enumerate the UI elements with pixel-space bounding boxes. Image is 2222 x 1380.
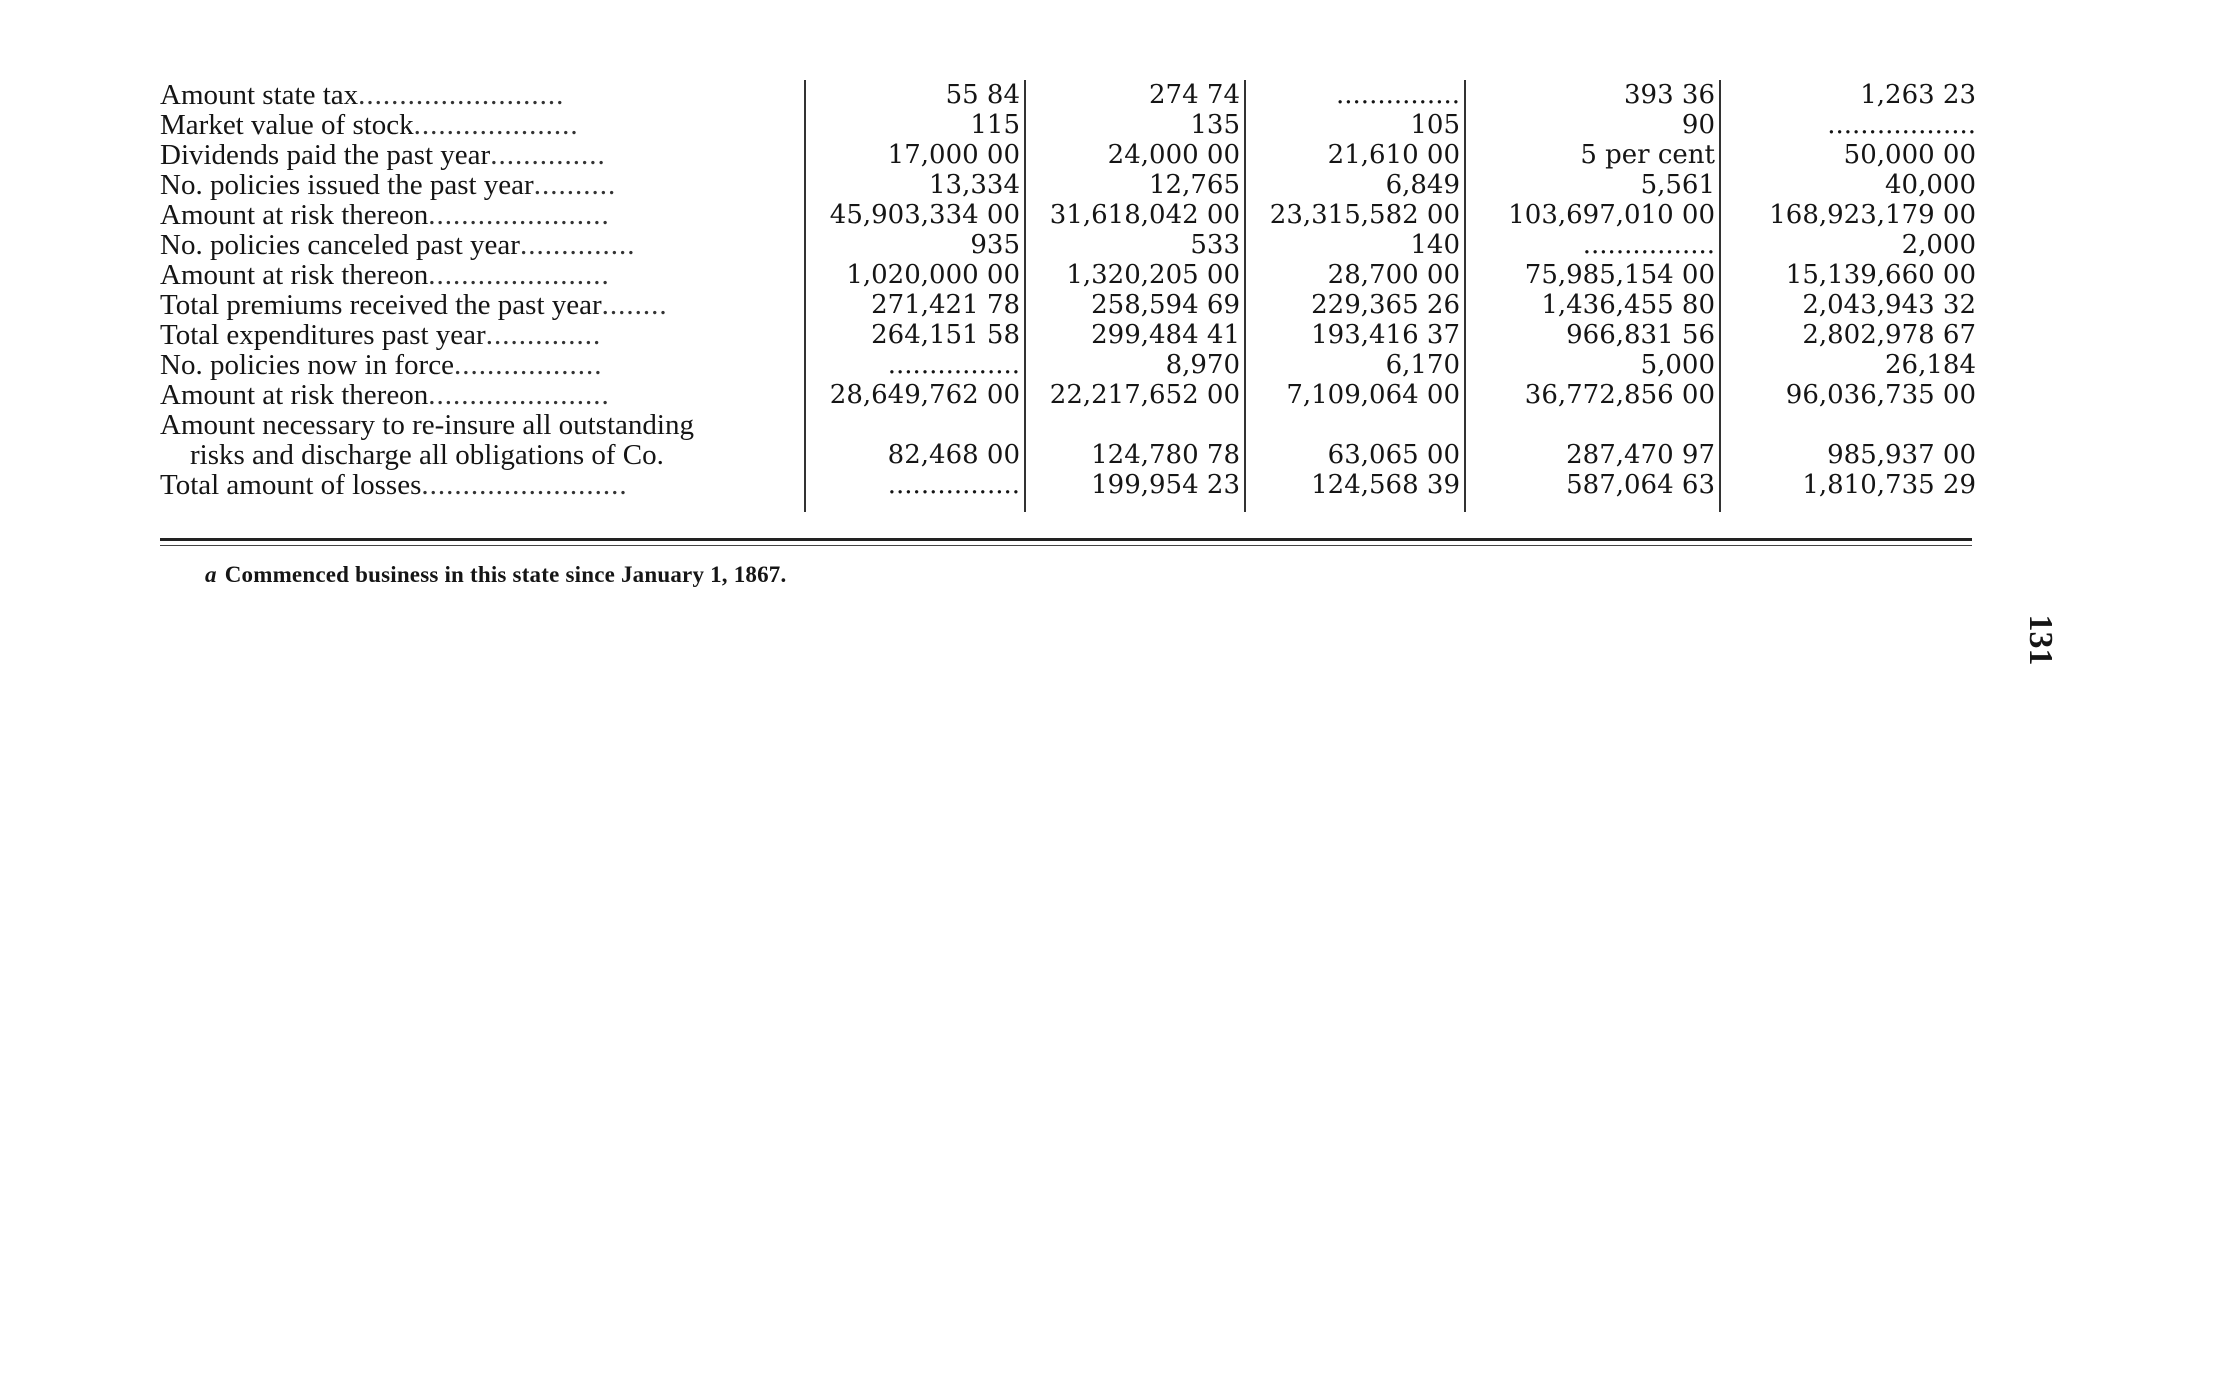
cell: 124,780 78 xyxy=(1025,440,1245,470)
cell: 103,697,010 00 xyxy=(1465,200,1720,230)
cell: 274 74 xyxy=(1025,80,1245,110)
row-label-text: No. policies issued the past year xyxy=(160,170,534,200)
table-row xyxy=(160,140,1980,170)
table-row xyxy=(160,260,1980,290)
cell: 124,568 39 xyxy=(1245,470,1465,500)
cell-empty-dots: ............... xyxy=(1245,80,1465,110)
cell-empty-dots: ................ xyxy=(1465,230,1720,260)
cell: 24,000 00 xyxy=(1025,140,1245,170)
leader-dots: ........ xyxy=(601,290,668,320)
row-label-text: risks and discharge all obligations of Co. xyxy=(190,440,664,470)
leader-dots: ...................... xyxy=(428,380,610,410)
insurance-statistics-table xyxy=(160,80,1980,512)
cell: 193,416 37 xyxy=(1245,320,1465,350)
cell: 28,700 00 xyxy=(1245,260,1465,290)
table-row xyxy=(160,320,1980,350)
cell: 587,064 63 xyxy=(1465,470,1720,500)
table-row xyxy=(160,200,1980,230)
cell: 8,970 xyxy=(1025,350,1245,380)
footnote-text: Commenced business in this state since January 1, 1867. xyxy=(224,562,787,587)
cell: 7,109,064 00 xyxy=(1245,380,1465,410)
page-number: 131 xyxy=(2022,614,2059,666)
cell: 229,365 26 xyxy=(1245,290,1465,320)
leader-dots: .................. xyxy=(453,350,603,380)
table-row xyxy=(160,170,1980,200)
spacer-cell xyxy=(160,500,805,512)
row-label-text: Total expenditures past year xyxy=(160,320,486,350)
cell: 96,036,735 00 xyxy=(1785,380,1976,410)
cell xyxy=(1465,410,1720,440)
cell: 36,772,856 00 xyxy=(1465,380,1720,410)
cell-empty-dots: ................ xyxy=(805,350,1025,380)
cell: 6,849 xyxy=(1245,170,1465,200)
leader-dots: .............. xyxy=(485,320,602,350)
table-row xyxy=(160,470,1980,500)
table-row xyxy=(160,410,1980,440)
cell: 31,618,042 00 xyxy=(1025,200,1245,230)
table-row xyxy=(160,290,1980,320)
cell xyxy=(805,410,1025,440)
cell: 1,436,455 80 xyxy=(1465,290,1720,320)
cell: 5 per cent xyxy=(1465,140,1720,170)
cell: 1,263 23 xyxy=(1860,80,1976,110)
leader-dots: ......................... xyxy=(421,470,628,500)
cell: 985,937 00 xyxy=(1827,440,1976,470)
row-label-reinsure-line-2 xyxy=(160,440,805,470)
cell: 271,421 78 xyxy=(805,290,1025,320)
row-label-policies-canceled xyxy=(160,230,805,260)
cell-empty-dots: ................ xyxy=(805,470,1025,500)
cell: 17,000 00 xyxy=(805,140,1025,170)
cell: 533 xyxy=(1025,230,1245,260)
cell: 2,802,978 67 xyxy=(1802,320,1976,350)
cell xyxy=(1720,410,1980,440)
footnote xyxy=(205,562,786,588)
leader-dots: ......................... xyxy=(358,80,565,110)
cell: 258,594 69 xyxy=(1025,290,1245,320)
cell: 63,065 00 xyxy=(1245,440,1465,470)
cell: 1,810,735 29 xyxy=(1802,470,1976,500)
row-label-text: Total premiums received the past year xyxy=(160,290,602,320)
row-label-policies-issued xyxy=(160,170,805,200)
leader-dots: .................... xyxy=(413,110,579,140)
cell: 2,043,943 32 xyxy=(1802,290,1976,320)
cell: 2,000 xyxy=(1901,230,1976,260)
leader-dots: ...................... xyxy=(428,260,610,290)
row-label-amount-at-risk-in-force xyxy=(160,380,805,410)
cell xyxy=(1245,410,1465,440)
table-row xyxy=(160,350,1980,380)
spacer-cell xyxy=(805,500,1025,512)
row-label-text: No. policies canceled past year xyxy=(160,230,520,260)
cell: 6,170 xyxy=(1245,350,1465,380)
spacer-cell xyxy=(1465,500,1720,512)
table-row xyxy=(160,230,1980,260)
row-label-state-tax xyxy=(160,80,805,110)
cell: 45,903,334 00 xyxy=(805,200,1025,230)
row-label-amount-at-risk-canceled xyxy=(160,260,805,290)
row-label-text: Amount at risk thereon xyxy=(160,260,429,290)
row-label-text: Amount at risk thereon xyxy=(160,200,429,230)
table-row xyxy=(160,110,1980,140)
table-row xyxy=(160,440,1980,470)
row-label-reinsure-line-1 xyxy=(160,410,805,440)
table-bottom-rule-thick xyxy=(160,538,1972,541)
row-label-text: Dividends paid the past year xyxy=(160,140,491,170)
cell: 140 xyxy=(1245,230,1465,260)
cell: 5,561 xyxy=(1465,170,1720,200)
cell-empty-dots: .................. xyxy=(1827,110,1976,140)
cell: 22,217,652 00 xyxy=(1025,380,1245,410)
row-label-market-value xyxy=(160,110,805,140)
cell: 393 36 xyxy=(1465,80,1720,110)
cell: 50,000 00 xyxy=(1843,140,1976,170)
row-label-text: No. policies now in force xyxy=(160,350,454,380)
row-label-text: Amount state tax xyxy=(160,80,359,110)
row-label-total-expenditures xyxy=(160,320,805,350)
spacer-cell xyxy=(1025,500,1245,512)
row-label-policies-in-force xyxy=(160,350,805,380)
cell: 135 xyxy=(1025,110,1245,140)
cell: 23,315,582 00 xyxy=(1245,200,1465,230)
row-label-total-losses xyxy=(160,470,805,500)
footnote-mark: a xyxy=(205,562,217,587)
table-bottom-rule-thin xyxy=(160,545,1972,546)
cell: 935 xyxy=(805,230,1025,260)
row-label-total-premiums xyxy=(160,290,805,320)
spacer-cell xyxy=(1245,500,1465,512)
row-label-text: Market value of stock xyxy=(160,110,414,140)
table-bottom-spacer xyxy=(160,500,1980,512)
spacer-cell xyxy=(1720,500,1980,512)
cell: 115 xyxy=(805,110,1025,140)
cell: 966,831 56 xyxy=(1465,320,1720,350)
insurance-statistics-table-container xyxy=(160,80,1980,512)
cell: 15,139,660 00 xyxy=(1785,260,1976,290)
cell: 199,954 23 xyxy=(1025,470,1245,500)
cell: 1,320,205 00 xyxy=(1025,260,1245,290)
cell: 55 84 xyxy=(805,80,1025,110)
row-label-text: Total amount of losses xyxy=(160,470,422,500)
table-row xyxy=(160,80,1980,110)
cell: 40,000 xyxy=(1885,170,1976,200)
leader-dots: .......... xyxy=(533,170,617,200)
row-label-text: Amount necessary to re-insure all outstanding xyxy=(160,410,694,440)
cell: 90 xyxy=(1465,110,1720,140)
cell: 287,470 97 xyxy=(1465,440,1720,470)
table-row xyxy=(160,380,1980,410)
cell: 5,000 xyxy=(1465,350,1720,380)
leader-dots: ...................... xyxy=(428,200,610,230)
cell: 168,923,179 00 xyxy=(1769,200,1976,230)
cell: 21,610 00 xyxy=(1245,140,1465,170)
leader-dots: .............. xyxy=(490,140,606,170)
cell: 26,184 xyxy=(1885,350,1976,380)
cell: 264,151 58 xyxy=(805,320,1025,350)
row-label-text: Amount at risk thereon xyxy=(160,380,429,410)
cell: 1,020,000 00 xyxy=(805,260,1025,290)
leader-dots: .............. xyxy=(519,230,636,260)
cell: 299,484 41 xyxy=(1025,320,1245,350)
cell: 75,985,154 00 xyxy=(1465,260,1720,290)
cell: 13,334 xyxy=(805,170,1025,200)
cell: 28,649,762 00 xyxy=(805,380,1025,410)
row-label-dividends xyxy=(160,140,805,170)
cell: 105 xyxy=(1245,110,1465,140)
row-label-amount-at-risk-issued xyxy=(160,200,805,230)
cell: 12,765 xyxy=(1025,170,1245,200)
cell: 82,468 00 xyxy=(805,440,1025,470)
cell xyxy=(1025,410,1245,440)
